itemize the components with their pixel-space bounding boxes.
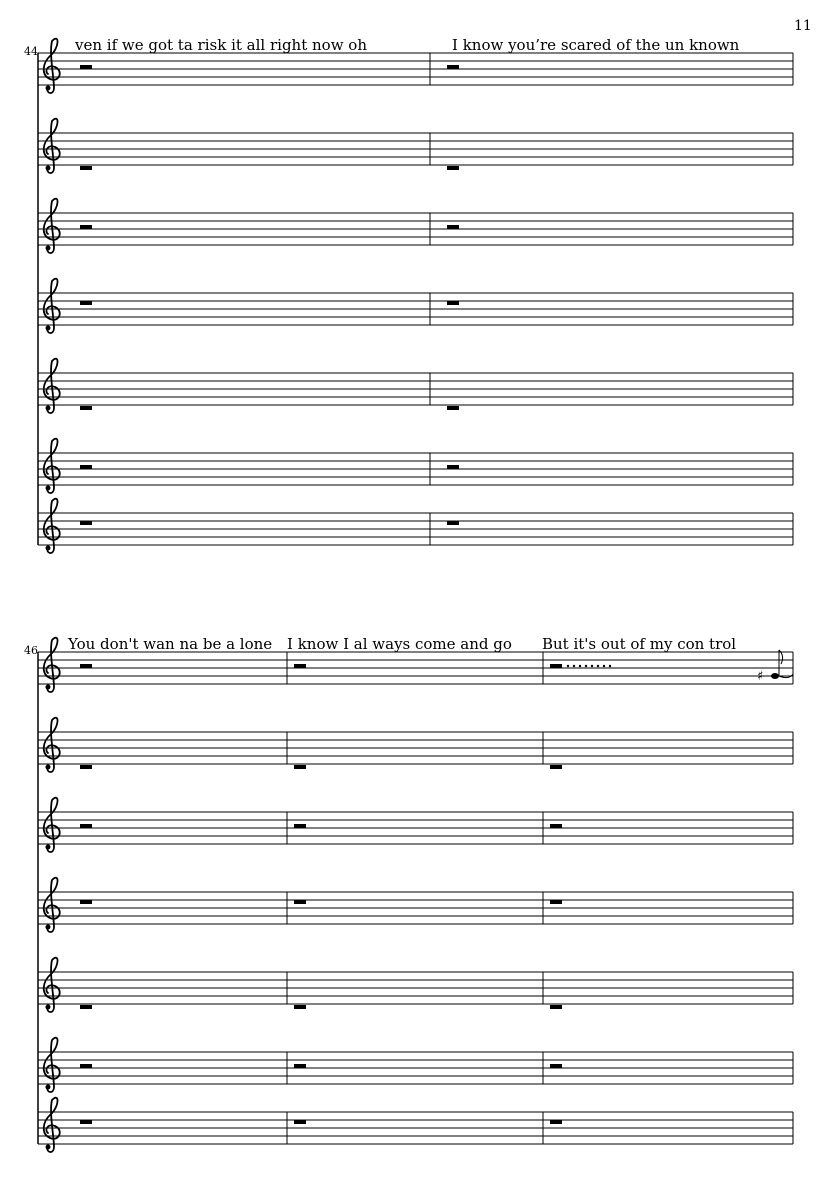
rest [80, 765, 92, 769]
rest [80, 465, 92, 469]
staff [38, 119, 793, 173]
augmentation-dot [585, 665, 587, 667]
rest [294, 1064, 306, 1068]
staff [38, 958, 793, 1012]
augmentation-dot [603, 665, 605, 667]
sharp-icon: ♯ [757, 669, 764, 684]
rest [550, 1064, 562, 1068]
staff [38, 718, 793, 772]
rest [294, 900, 306, 904]
rest [550, 824, 562, 828]
lyric-line: But it's out of my con trol [542, 635, 737, 653]
rest [80, 1064, 92, 1068]
rest [550, 900, 562, 904]
rest [447, 166, 459, 170]
staff [38, 1038, 793, 1092]
rest [550, 664, 562, 668]
rest [294, 1120, 306, 1124]
rest [80, 521, 92, 525]
rest [447, 225, 459, 229]
staff [38, 359, 793, 413]
rest [80, 1120, 92, 1124]
lyric-line: You don't wan na be a lone [68, 635, 273, 653]
staff [38, 199, 793, 253]
rest [80, 166, 92, 170]
staff [38, 279, 793, 333]
staff-group [38, 39, 793, 553]
measure-number: 44 [24, 45, 38, 58]
augmentation-dot [609, 665, 611, 667]
rest [80, 1005, 92, 1009]
rest [447, 521, 459, 525]
augmentation-dot [573, 665, 575, 667]
rest [80, 824, 92, 828]
page-number: 11 [794, 18, 812, 34]
lyric-line: I know I al ways come and go [287, 635, 512, 653]
rest [550, 765, 562, 769]
rest [80, 301, 92, 305]
rest [80, 900, 92, 904]
rest [294, 664, 306, 668]
system-2 [24, 635, 793, 1152]
staff [38, 1098, 793, 1152]
augmentation-dot [597, 665, 599, 667]
rest [294, 1005, 306, 1009]
rest [80, 406, 92, 410]
augmentation-dot [567, 665, 569, 667]
staff-group [38, 638, 793, 1152]
rest [80, 225, 92, 229]
staff [38, 439, 793, 493]
rest [447, 465, 459, 469]
staff [38, 798, 793, 852]
lyric-line: ven if we got ta risk it all right now oh [75, 36, 367, 54]
measure-number: 46 [24, 644, 38, 657]
staff [38, 878, 793, 932]
rest [447, 65, 459, 69]
rest [80, 65, 92, 69]
augmentation-dot [579, 665, 581, 667]
rest [550, 1005, 562, 1009]
rest [294, 765, 306, 769]
rest [447, 301, 459, 305]
note-head [771, 673, 779, 679]
rest [294, 824, 306, 828]
rest [550, 1120, 562, 1124]
lyric-line: I know you’re scared of the un known [452, 36, 740, 54]
staff [38, 499, 793, 553]
system-1 [24, 36, 793, 553]
rest [80, 664, 92, 668]
rest [447, 406, 459, 410]
augmentation-dot [591, 665, 593, 667]
